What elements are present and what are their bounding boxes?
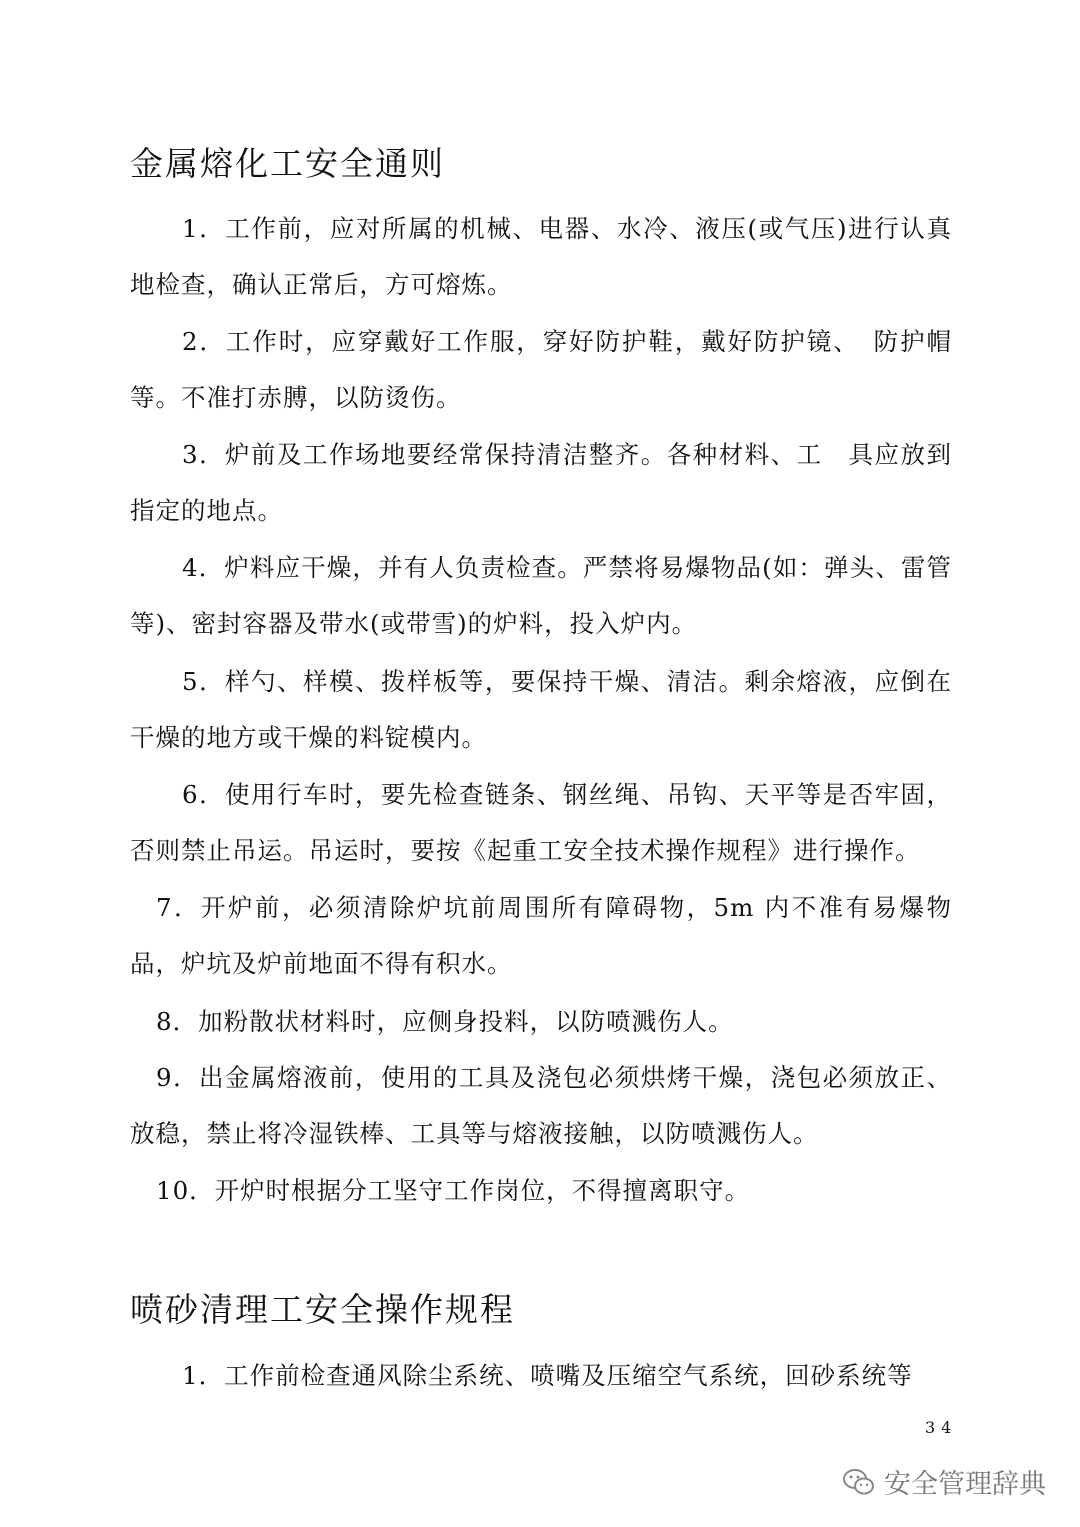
section-title: 喷砂清理工安全操作规程 <box>130 1290 515 1329</box>
watermark <box>842 1462 1046 1501</box>
paragraph: 1．工作前，应对所属的机械、电器、水冷、液压(或气压)进行认真地检查，确认正常后，方可熔炼。 <box>130 214 952 299</box>
paragraph: 3．炉前及工作场地要经常保持清洁整齐。各种材料、工 具应放到指定的地点。 <box>130 440 952 525</box>
paragraph: 10．开炉时根据分工坚守工作岗位，不得擅离职守。 <box>156 1176 751 1205</box>
paragraph: 5．样勺、样模、拨样板等，要保持干燥、清洁。剩余熔液，应倒在干燥的地方或干燥的料锭模内。 <box>130 667 952 752</box>
page-number: 34 <box>925 1418 958 1437</box>
paragraph: 9．出金属熔液前，使用的工具及浇包必须烘烤干燥，浇包必须放正、放稳，禁止将冷湿铁棒、工具等与熔液接触，以防喷溅伤人。 <box>130 1063 952 1148</box>
watermark-text: 安全管理辞典 <box>884 1469 1046 1500</box>
paragraph: 6．使用行车时，要先检查链条、钢丝绳、吊钩、天平等是否牢固，否则禁止吊运。吊运时，要按《起重工安全技术操作规程》进行操作。 <box>130 780 952 865</box>
paragraph: 1．工作前检查通风除尘系统、喷嘴及压缩空气系统，回砂系统等 <box>182 1361 913 1390</box>
section-title: 金属熔化工安全通则 <box>130 144 445 183</box>
paragraph: 4．炉料应干燥，并有人负责检查。严禁将易爆物品(如：弹头、雷管等)、密封容器及带水(或带雪)的炉料，投入炉内。 <box>130 553 952 638</box>
paragraph: 2．工作时，应穿戴好工作服，穿好防护鞋，戴好防护镜、 防护帽等。不准打赤膊，以防烫伤。 <box>130 327 952 412</box>
wechat-icon <box>842 1467 876 1497</box>
paragraph: 7．开炉前，必须清除炉坑前周围所有障碍物，5m 内不准有易爆物品，炉坑及炉前地面不得有积水。 <box>130 893 952 978</box>
paragraph: 8．加粉散状材料时，应侧身投料，以防喷溅伤人。 <box>156 1007 734 1036</box>
